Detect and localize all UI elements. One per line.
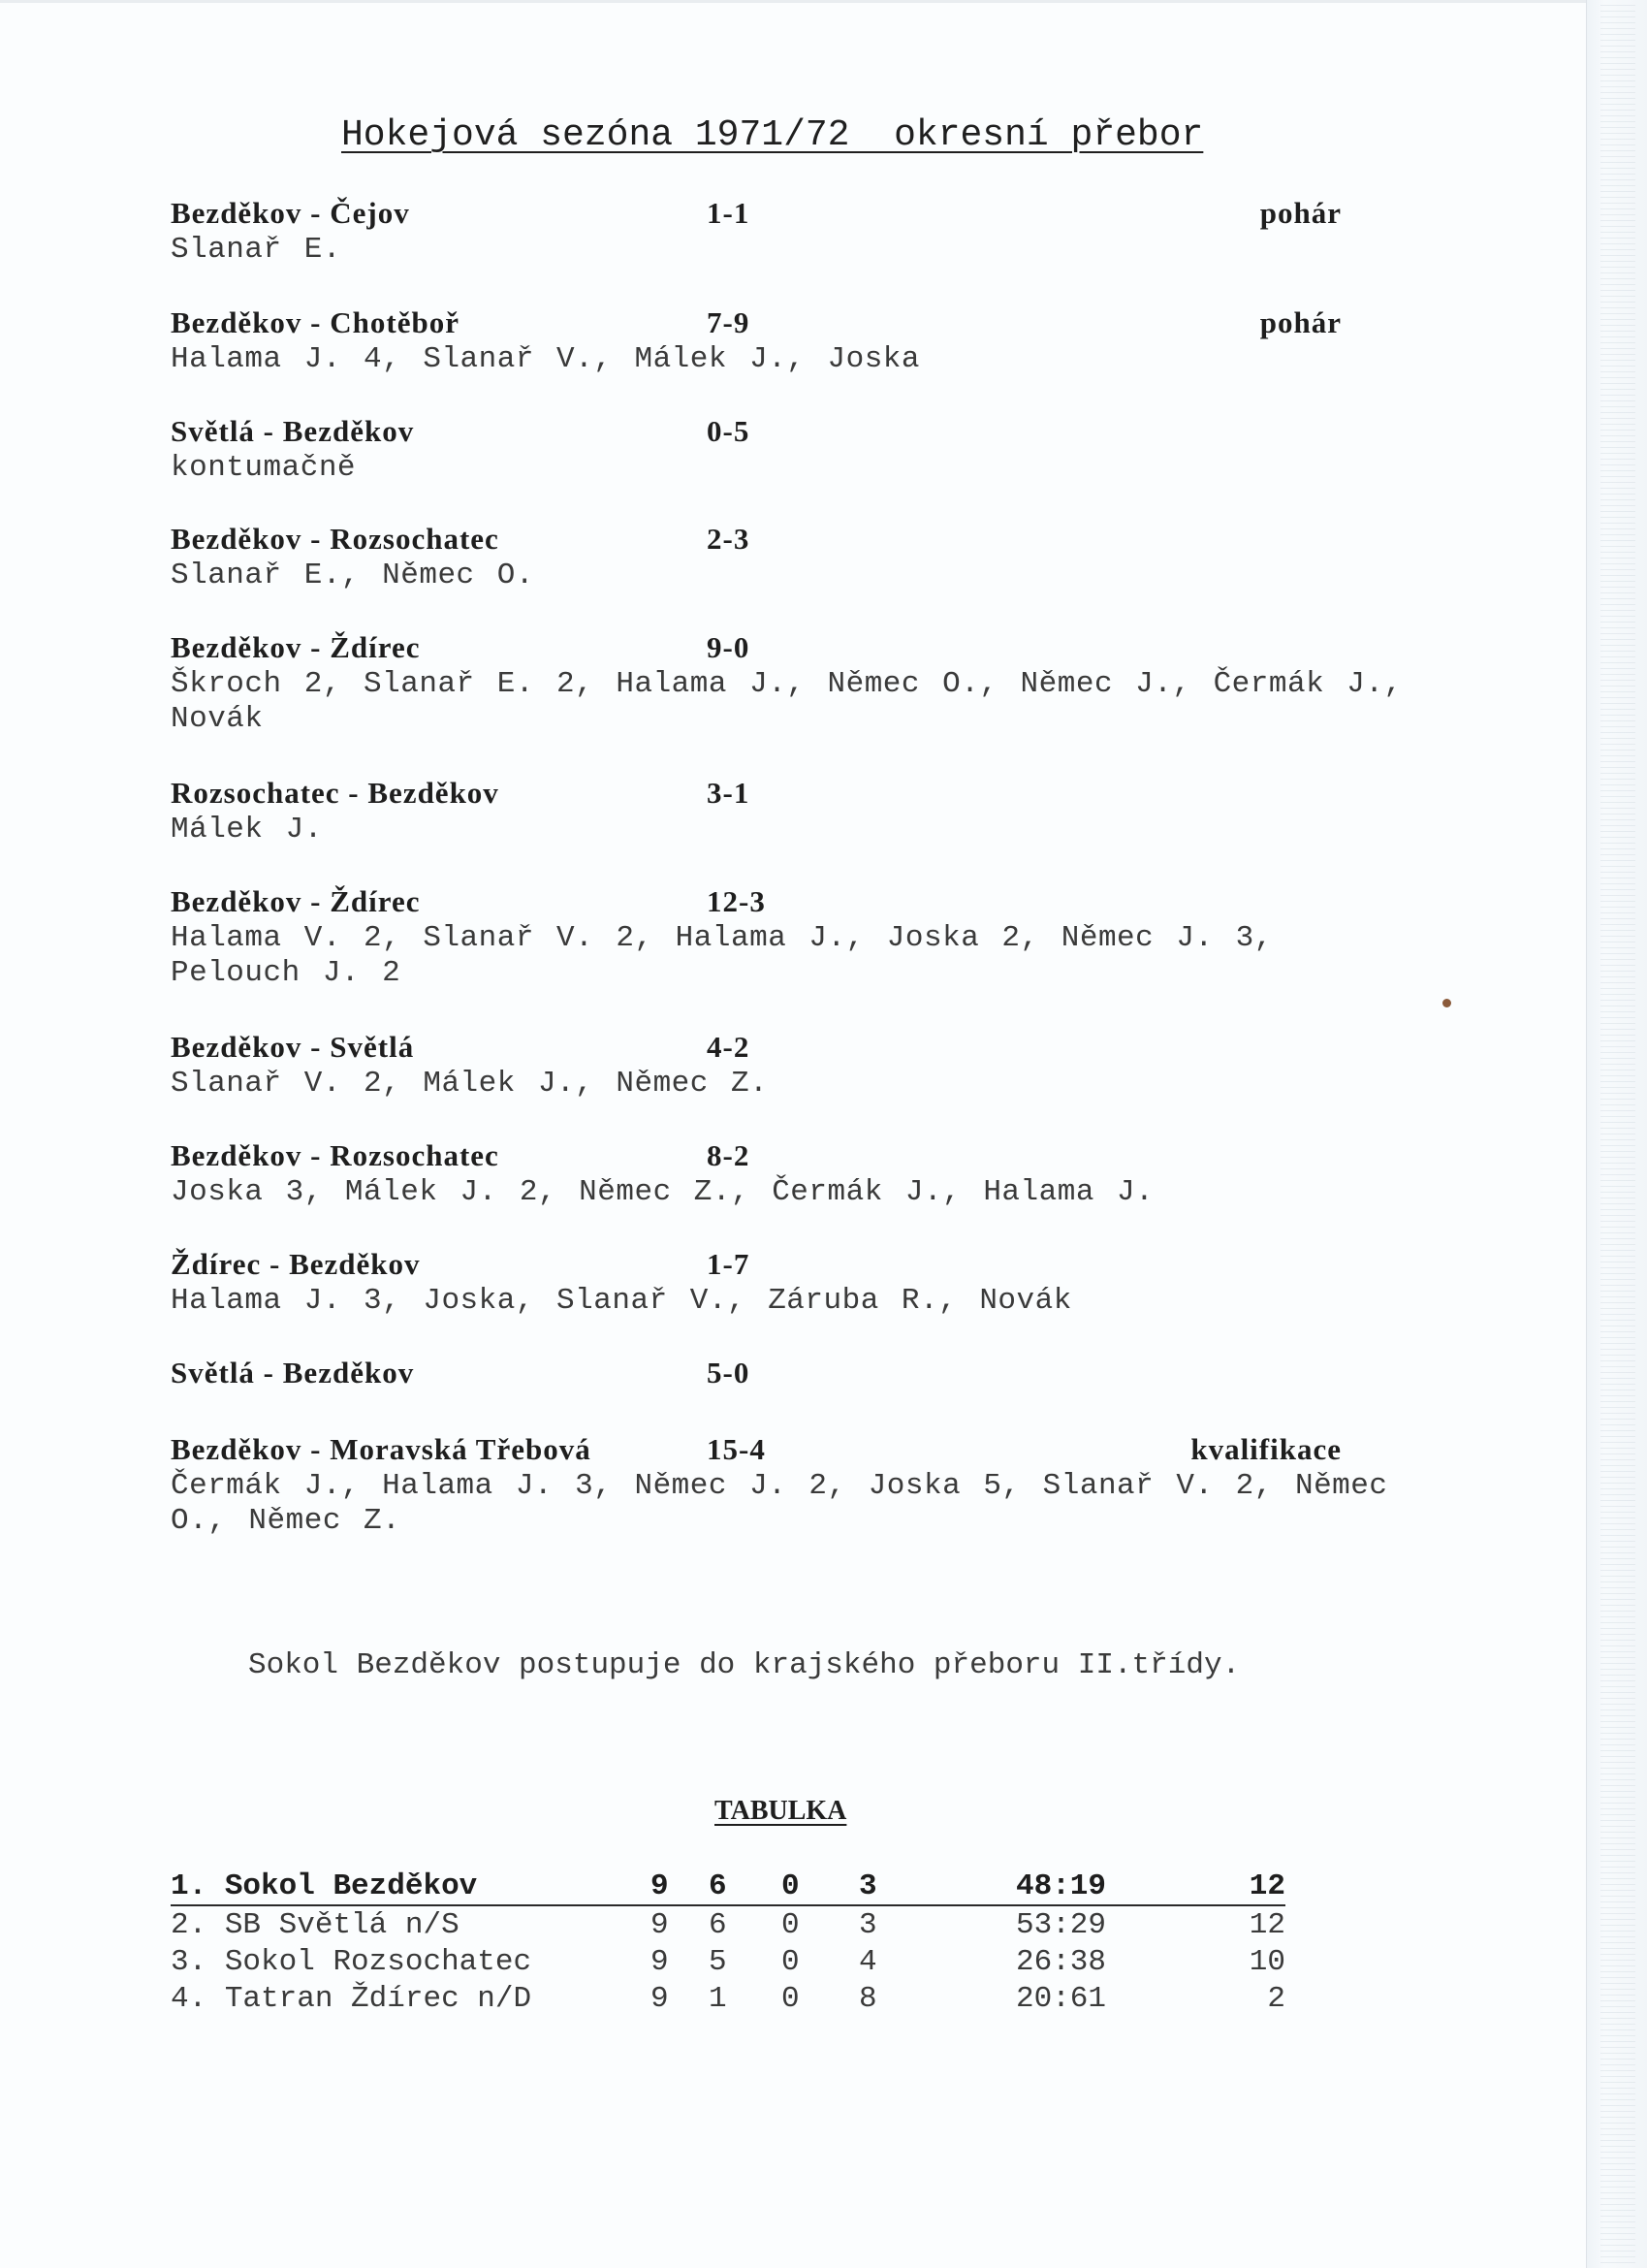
match-score: 0-5 [707,414,750,448]
match-score: 7-9 [707,305,750,339]
match-teams: Bezděkov - Rozsochatec [171,522,499,556]
points-cell: 12 [1249,1869,1285,1903]
match-note: kvalifikace [1190,1432,1342,1466]
match-scorers: Slanař E., Němec O. [171,559,534,592]
team-cell [171,1869,477,1903]
won-cell: 6 [709,1869,727,1903]
match-teams: Bezděkov - Ždírec [171,884,421,918]
match-teams: Bezděkov - Světlá [171,1030,415,1064]
lost-cell: 3 [859,1869,877,1903]
match-score: 3-1 [707,776,750,810]
team-name: SB Světlá n/S [224,1908,459,1942]
match-score: 4-2 [707,1030,750,1064]
match-scorers: Halama J. 3, Joska, Slanař V., Záruba R., Novák [171,1284,1072,1318]
match-scorers: Joska 3, Málek J. 2, Němec Z., Čermák J., Halama J. [171,1175,1155,1209]
table-row [171,1869,1285,1906]
match-scorers: Halama J. 4, Slanař V., Málek J., Joska [171,342,921,376]
rank: 1. [171,1869,207,1903]
won-cell: 6 [709,1908,727,1942]
table-row [171,1945,1285,1982]
match-score: 1-1 [707,196,750,230]
match-teams: Ždírec - Bezděkov [171,1247,421,1281]
match-teams: Bezděkov - Čejov [171,196,410,230]
match-scorers: Škroch 2, Slanař E. 2, Halama J., Němec O., Němec J., Čermák J., Novák [171,667,1403,736]
rank: 4. [171,1982,207,2016]
match-note: pohár [1259,305,1342,339]
match-score: 5-0 [707,1356,750,1390]
lost-cell: 3 [859,1908,877,1942]
table-row [171,1908,1285,1945]
match-scorers: kontumačně [171,451,357,485]
page-title: Hokejová sezóna 1971/72 okresní přebor [341,114,1204,156]
drawn-cell: 0 [781,1982,800,2016]
won-cell: 5 [709,1945,727,1979]
lost-cell: 4 [859,1945,877,1979]
ink-speck [1442,999,1451,1007]
match-note: pohár [1259,196,1342,230]
drawn-cell: 0 [781,1869,800,1903]
match-scorers: Halama V. 2, Slanař V. 2, Halama J., Joska 2, Němec J. 3, Pelouch J. 2 [171,921,1273,990]
goals-cell: 53:29 [1016,1908,1107,1942]
match-teams: Bezděkov - Moravská Třebová [171,1432,591,1466]
match-teams: Bezděkov - Rozsochatec [171,1138,499,1172]
played-cell: 9 [650,1869,669,1903]
team-name: Sokol Bezděkov [224,1869,478,1903]
won-cell: 1 [709,1982,727,2016]
standings-table [171,1869,1285,2019]
rank: 2. [171,1908,207,1942]
team-cell [171,1982,531,2016]
match-scorers: Slanař E. [171,233,341,267]
team-cell [171,1945,531,1979]
match-score: 8-2 [707,1138,750,1172]
team-name: Tatran Ždírec n/D [224,1982,532,2016]
goals-cell: 26:38 [1016,1945,1107,1979]
points-cell: 2 [1267,1982,1285,2016]
match-scorers: Čermák J., Halama J. 3, Němec J. 2, Joska 5, Slanař V. 2, Němec O., Němec Z. [171,1469,1388,1538]
lost-cell: 8 [859,1982,877,2016]
match-teams: Bezděkov - Chotěboř [171,305,459,339]
points-cell: 10 [1249,1945,1285,1979]
match-scorers: Málek J. [171,813,323,847]
match-score: 12-3 [707,884,766,918]
match-score: 1-7 [707,1247,750,1281]
match-score: 9-0 [707,630,750,664]
drawn-cell: 0 [781,1945,800,1979]
table-row [171,1982,1285,2019]
goals-cell: 20:61 [1016,1982,1107,2016]
points-cell: 12 [1249,1908,1285,1942]
played-cell: 9 [650,1982,669,2016]
played-cell: 9 [650,1908,669,1942]
played-cell: 9 [650,1945,669,1979]
binder-strip [1586,0,1647,2268]
match-teams: Bezděkov - Ždírec [171,630,421,664]
match-score: 2-3 [707,522,750,556]
match-teams: Rozsochatec - Bezděkov [171,776,499,810]
team-cell [171,1908,459,1942]
promotion-note: Sokol Bezděkov postupuje do krajského přeboru II.třídy. [248,1648,1241,1682]
drawn-cell: 0 [781,1908,800,1942]
goals-cell: 48:19 [1016,1869,1107,1903]
table-title: TABULKA [714,1796,847,1826]
rank: 3. [171,1945,207,1979]
team-name: Sokol Rozsochatec [224,1945,532,1979]
top-edge [0,0,1587,3]
match-teams: Světlá - Bezděkov [171,414,415,448]
match-score: 15-4 [707,1432,766,1466]
match-scorers: Slanař V. 2, Málek J., Němec Z. [171,1067,769,1101]
match-teams: Světlá - Bezděkov [171,1356,415,1390]
